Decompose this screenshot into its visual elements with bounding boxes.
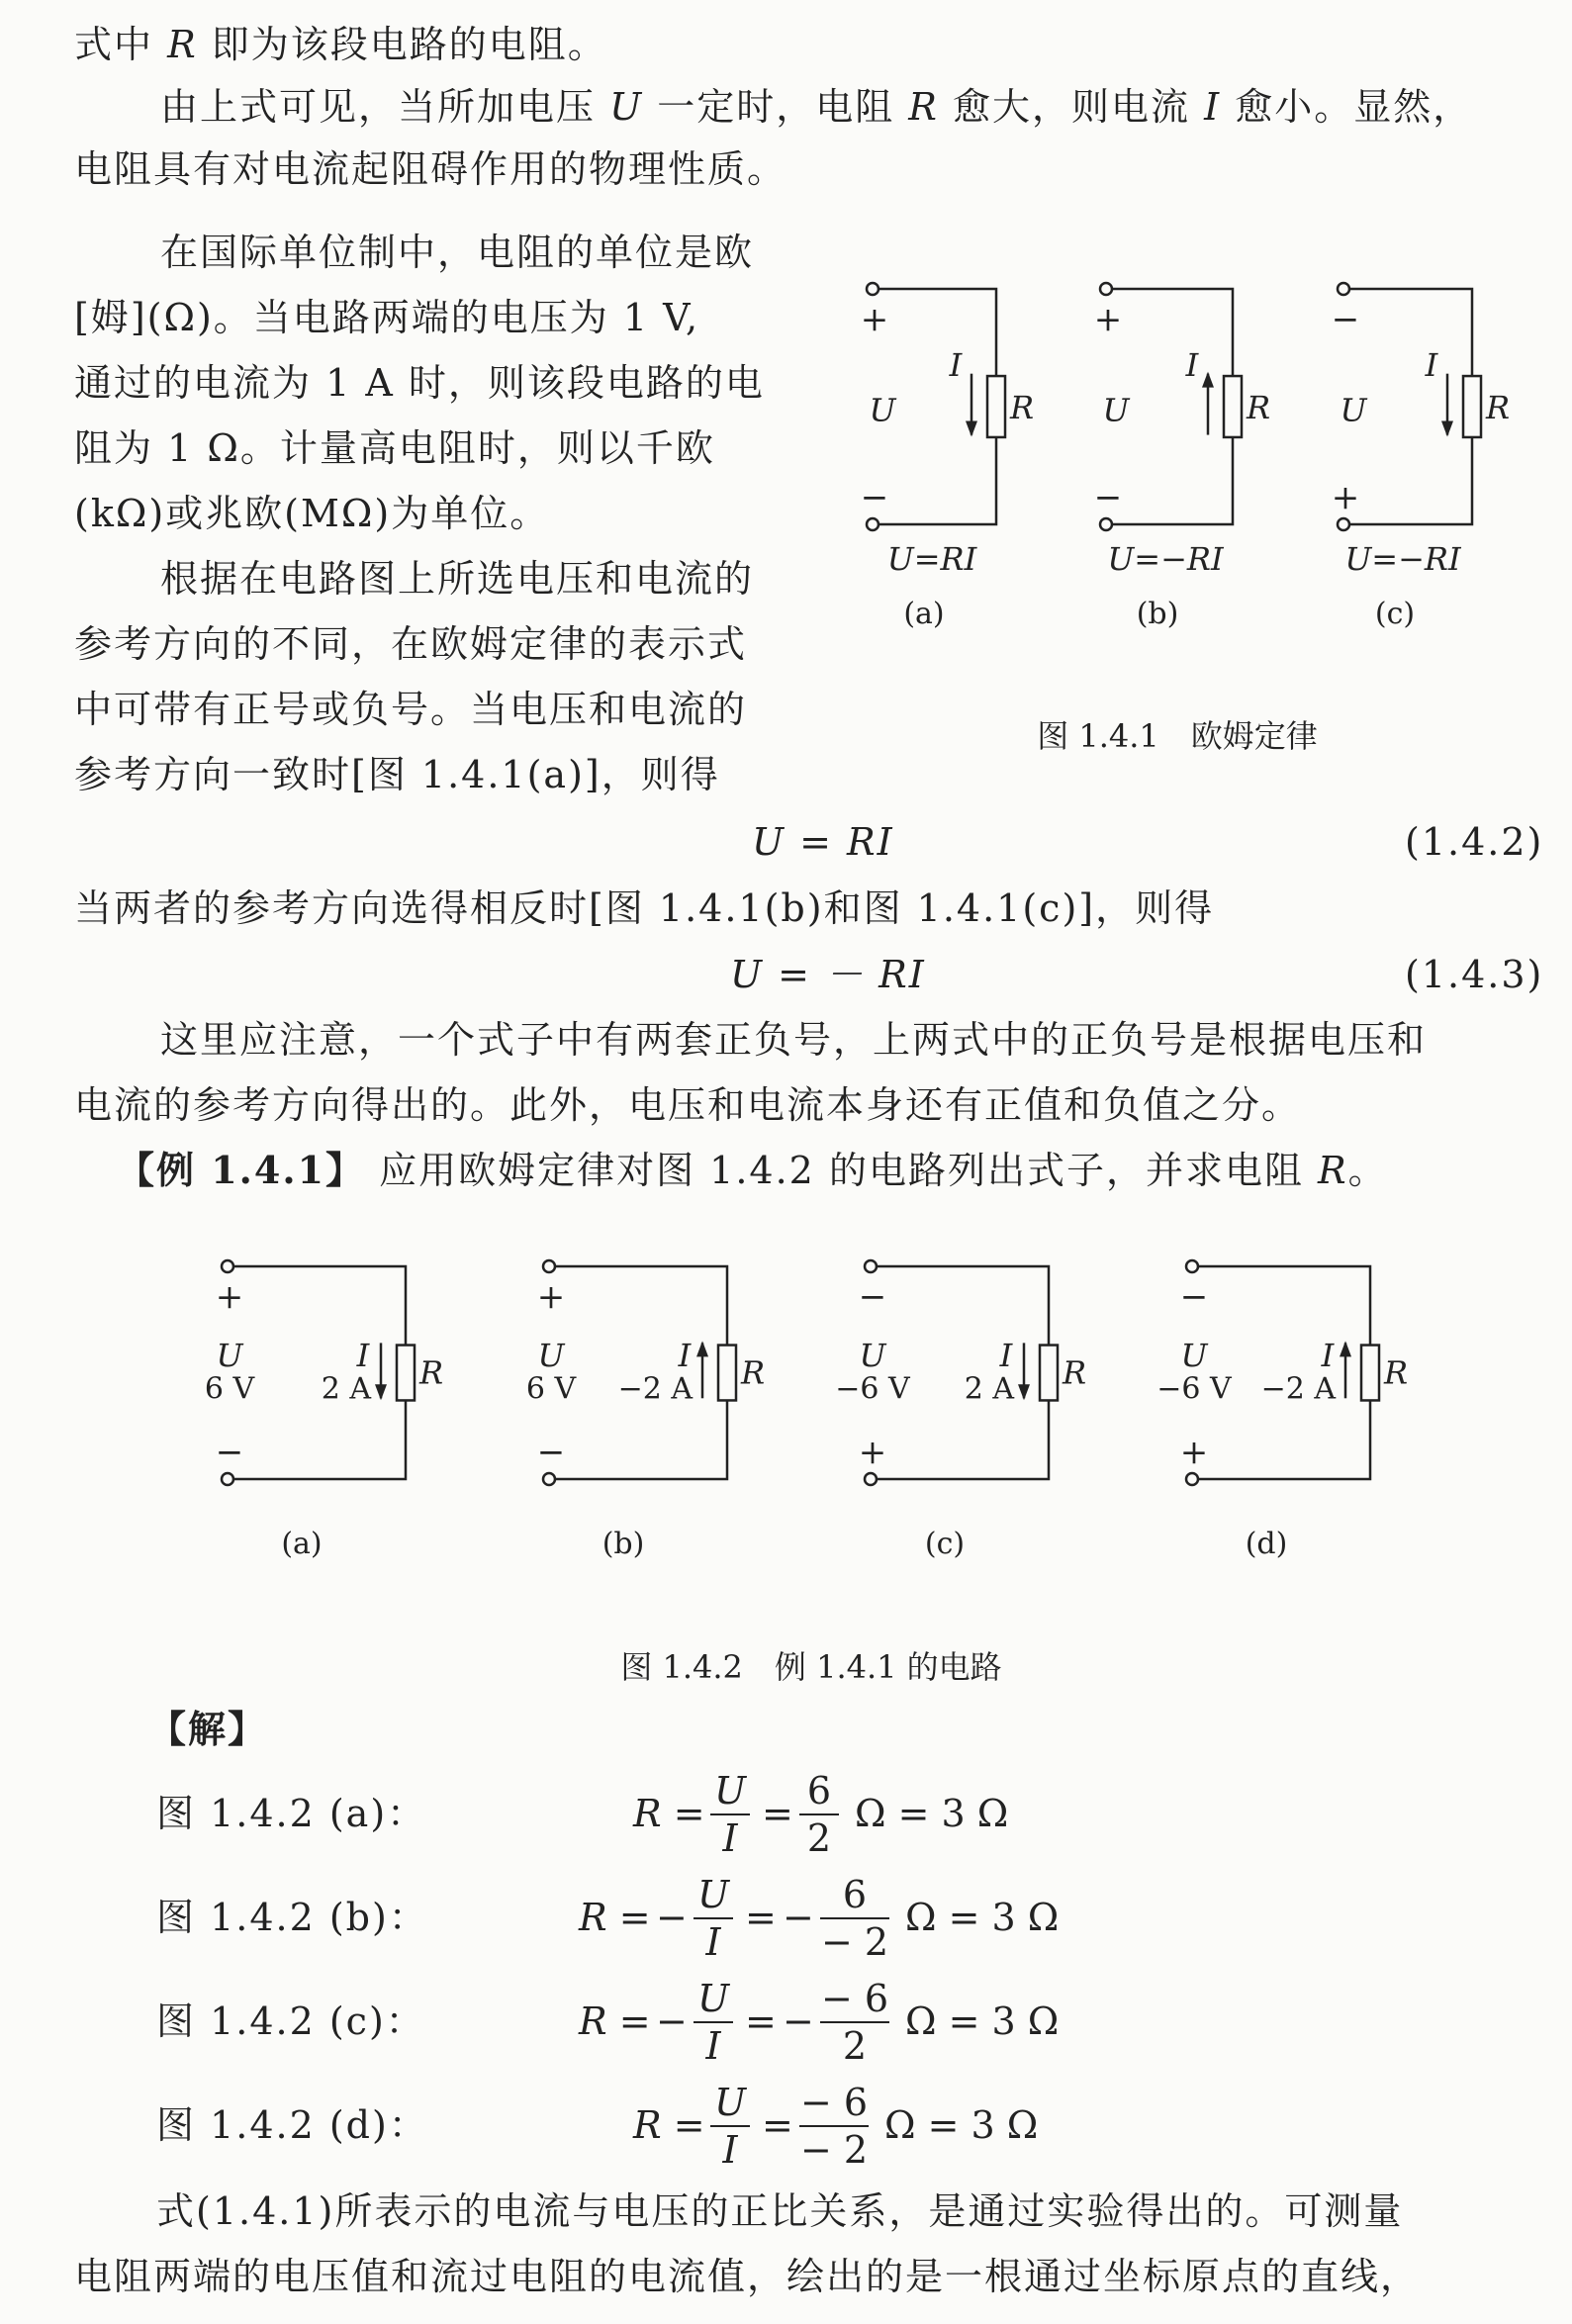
- solution-1-label: 图 1.4.2 (a)：: [156, 1792, 427, 1835]
- solution-4-lhs: R =: [633, 2103, 705, 2147]
- fig1-equation-2: U=−RI: [1107, 540, 1224, 578]
- fig1-circuit-a: [861, 283, 1034, 631]
- text-line-6: 通过的电流为 1 A 时，则该段电路的电: [74, 361, 765, 405]
- solution-4-frac-symbolic-den: I: [722, 2128, 738, 2172]
- fig1-1-wire-bottom: [878, 437, 996, 524]
- solution-2-frac-value-num: 6: [820, 1872, 889, 1919]
- fig2-3-sign-bottom: +: [858, 1433, 887, 1472]
- fig1-3-terminal-top: [1338, 283, 1349, 295]
- fig2-2-sign-top: +: [536, 1277, 566, 1317]
- fig2-circuit-d: [1156, 1260, 1408, 1561]
- solution-4-eq: =: [762, 2103, 793, 2147]
- solution-2-sign2: −: [783, 1896, 814, 1939]
- solution-heading: 【解】: [148, 1707, 268, 1751]
- fig1-2-sign-top: +: [1093, 300, 1123, 339]
- fig1-subtag-2: (b): [1136, 597, 1179, 631]
- fig1-2-label-I: I: [1185, 346, 1199, 385]
- text-line-13: 当两者的参考方向选得相反时[图 1.4.1(b)和图 1.4.1(c)]，则得: [74, 886, 1215, 930]
- fig1-equation-3: U=−RI: [1344, 540, 1461, 578]
- fig2-3-wire-top: [877, 1266, 1049, 1346]
- fig2-4-value-U: −6 V: [1156, 1371, 1232, 1407]
- fig1-circuit-b: [1094, 283, 1270, 631]
- text-line-14: 这里应注意，一个式子中有两套正负号，上两式中的正负号是根据电压和: [160, 1018, 1428, 1062]
- text-line-12: 参考方向一致时[图 1.4.1(a)]，则得: [74, 753, 720, 796]
- solution-3-frac-symbolic-num: U: [694, 1976, 733, 2023]
- fig1-3-label-R: R: [1486, 388, 1511, 426]
- solution-3-sign1: −: [656, 1999, 688, 2043]
- fig2-1-value-I: 2 A: [321, 1371, 371, 1407]
- fig2-2-value-I: −2 A: [617, 1371, 693, 1407]
- fig2-1-sign-top: +: [215, 1277, 244, 1317]
- equation-1-4-3: U = － RI: [730, 953, 926, 996]
- text-line-9: 根据在电路图上所选电压和电流的: [160, 557, 755, 601]
- figure-1-4-1: [861, 283, 1510, 755]
- fig2-caption: 图 1.4.2 例 1.4.1 的电路: [620, 1648, 1002, 1686]
- fig2-2-label-U: U: [537, 1337, 565, 1375]
- fig2-1-value-U: 6 V: [204, 1371, 255, 1407]
- fig1-2-terminal-top: [1100, 283, 1112, 295]
- fig2-4-sign-bottom: +: [1179, 1433, 1209, 1472]
- fig1-3-wire-bottom: [1349, 437, 1472, 524]
- fig2-2-sign-bottom: −: [536, 1433, 566, 1472]
- fig1-1-resistor: [987, 376, 1005, 437]
- fig1-3-current-arrow-head: [1441, 421, 1453, 437]
- fig2-3-terminal-top: [865, 1260, 877, 1272]
- solution-4-frac-value-num: − 6: [799, 2080, 869, 2127]
- fig2-3-label-U: U: [859, 1337, 886, 1375]
- solution-2-result: Ω = 3 Ω: [905, 1896, 1060, 1939]
- fig2-4-value-I: −2 A: [1260, 1371, 1336, 1407]
- fig1-1-sign-top: +: [860, 300, 889, 339]
- text-line-1: 式中 R 即为该段电路的电阻。: [74, 23, 607, 66]
- fig2-3-sign-top: −: [858, 1277, 887, 1317]
- solution-3-label: 图 1.4.2 (c)：: [156, 1999, 425, 2043]
- fig1-equation-1: U=RI: [886, 540, 977, 578]
- fig2-3-label-I: I: [999, 1337, 1013, 1375]
- fig1-2-wire-bottom: [1112, 437, 1233, 524]
- fig1-3-wire-top: [1349, 289, 1472, 376]
- solution-3-frac-value-num: − 6: [820, 1976, 889, 2023]
- fig2-1-label-R: R: [419, 1353, 444, 1392]
- fig1-1-label-R: R: [1010, 388, 1035, 426]
- fig2-3-value-I: 2 A: [964, 1371, 1014, 1407]
- solution-2-lhs: R =: [579, 1896, 651, 1939]
- fig2-3-resistor: [1040, 1346, 1058, 1401]
- solution-3-sign2: −: [783, 1999, 814, 2043]
- fig1-subtag-1: (a): [903, 597, 945, 631]
- fig2-2-terminal-bottom: [543, 1473, 555, 1485]
- fig2-subtag-4: (d): [1245, 1527, 1288, 1561]
- fig2-2-wire-bottom: [555, 1400, 727, 1479]
- fig2-1-current-arrow-head: [375, 1384, 387, 1400]
- fig2-1-terminal-top: [222, 1260, 233, 1272]
- fig2-4-label-I: I: [1321, 1337, 1335, 1375]
- text-line-last-2: 电阻两端的电压值和流过电阻的电流值，绘出的是一根通过坐标原点的直线，: [74, 2255, 1421, 2298]
- fig2-1-terminal-bottom: [222, 1473, 233, 1485]
- fig1-1-terminal-bottom: [867, 518, 878, 530]
- fig2-1-label-U: U: [216, 1337, 243, 1375]
- solution-4-label: 图 1.4.2 (d)：: [156, 2103, 428, 2147]
- equation-1-4-2: U = RI: [752, 820, 894, 864]
- fig2-circuit-b: [526, 1260, 765, 1561]
- fig1-2-terminal-bottom: [1100, 518, 1112, 530]
- text-line-11: 中可带有正号或负号。当电压和电流的: [74, 688, 748, 731]
- solution-2-label: 图 1.4.2 (b)：: [156, 1896, 428, 1939]
- fig2-subtag-2: (b): [601, 1527, 645, 1561]
- equation-number-1-4-3: (1.4.3): [1405, 953, 1544, 996]
- fig2-1-resistor: [397, 1346, 415, 1401]
- fig2-1-label-I: I: [356, 1337, 370, 1375]
- solution-1-lhs: R =: [633, 1792, 705, 1835]
- equation-number-1-4-2: (1.4.2): [1405, 820, 1544, 864]
- solution-3-frac-symbolic-den: I: [705, 2024, 721, 2068]
- solution-1-frac-value-num: 6: [799, 1768, 839, 1815]
- fig1-3-label-I: I: [1425, 346, 1438, 385]
- text-line-5: [姆](Ω)。当电路两端的电压为 1 V,: [74, 296, 700, 339]
- solution-3-lhs: R =: [579, 1999, 651, 2043]
- solution-1-frac-symbolic-num: U: [710, 1768, 750, 1815]
- fig2-4-resistor: [1361, 1346, 1379, 1401]
- fig1-1-current-arrow-head: [966, 421, 977, 437]
- fig1-circuit-c: [1332, 283, 1510, 631]
- fig2-2-terminal-top: [543, 1260, 555, 1272]
- text-line-7: 阻为 1 Ω。计量高电阻时，则以千欧: [74, 426, 715, 470]
- fig1-1-sign-bottom: −: [860, 478, 889, 517]
- fig2-1-wire-top: [233, 1266, 406, 1346]
- fig1-3-resistor: [1463, 376, 1481, 437]
- fig1-2-label-U: U: [1102, 391, 1130, 429]
- solution-1-frac-value-den: 2: [806, 1816, 832, 1860]
- fig2-2-label-R: R: [741, 1353, 766, 1392]
- fig2-3-wire-bottom: [877, 1400, 1049, 1479]
- fig1-3-sign-bottom: +: [1331, 478, 1360, 517]
- fig2-4-wire-bottom: [1198, 1400, 1370, 1479]
- solution-3-frac-value-den: 2: [842, 2024, 868, 2068]
- fig2-2-current-arrow-head: [696, 1341, 708, 1356]
- fig1-1-label-I: I: [949, 346, 963, 385]
- text-line-2: 由上式可见，当所加电压 U 一定时，电阻 R 愈大，则电流 I 愈小。显然，: [160, 85, 1473, 129]
- fig2-4-terminal-top: [1186, 1260, 1198, 1272]
- fig2-circuit-c: [835, 1260, 1086, 1561]
- fig1-3-sign-top: −: [1331, 300, 1360, 339]
- fig1-2-resistor: [1224, 376, 1242, 437]
- fig2-2-wire-top: [555, 1266, 727, 1346]
- fig1-2-sign-bottom: −: [1093, 478, 1123, 517]
- fig1-3-terminal-bottom: [1338, 518, 1349, 530]
- text-line-3: 电阻具有对电流起阻碍作用的物理性质。: [74, 147, 787, 191]
- fig2-subtag-3: (c): [924, 1527, 966, 1561]
- text-line-10: 参考方向的不同，在欧姆定律的表示式: [74, 622, 748, 666]
- fig2-2-label-I: I: [678, 1337, 692, 1375]
- solution-1-result: Ω = 3 Ω: [855, 1792, 1009, 1835]
- fig2-1-sign-bottom: −: [215, 1433, 244, 1472]
- fig1-2-wire-top: [1112, 289, 1233, 376]
- fig1-1-label-U: U: [869, 391, 896, 429]
- fig2-subtag-1: (a): [281, 1527, 323, 1561]
- fig2-3-label-R: R: [1063, 1353, 1087, 1392]
- text-line-4: 在国际单位制中，电阻的单位是欧: [160, 231, 755, 274]
- fig1-3-label-U: U: [1340, 391, 1367, 429]
- text-line-15: 电流的参考方向得出的。此外，电压和电流本身还有正值和负值之分。: [74, 1083, 1302, 1127]
- fig2-4-wire-top: [1198, 1266, 1370, 1346]
- fig2-4-terminal-bottom: [1186, 1473, 1198, 1485]
- example-line: 【例 1.4.1】 应用欧姆定律对图 1.4.2 的电路列出式子，并求电阻 R。: [117, 1148, 1388, 1192]
- text-line-last-1: 式(1.4.1)所表示的电流与电压的正比关系，是通过实验得出的。可测量: [156, 2189, 1404, 2233]
- solution-3-result: Ω = 3 Ω: [905, 1999, 1060, 2043]
- fig2-2-value-U: 6 V: [525, 1371, 577, 1407]
- solution-4-frac-symbolic-num: U: [710, 2080, 750, 2127]
- example-tag: 【例 1.4.1】: [117, 1148, 366, 1192]
- fig2-3-value-U: −6 V: [835, 1371, 910, 1407]
- fig1-caption: 图 1.4.1 欧姆定律: [1037, 717, 1318, 755]
- fig2-3-current-arrow-head: [1018, 1384, 1030, 1400]
- fig1-2-label-R: R: [1247, 388, 1271, 426]
- fig2-4-current-arrow-head: [1340, 1341, 1351, 1356]
- fig2-3-terminal-bottom: [865, 1473, 877, 1485]
- fig2-4-label-U: U: [1180, 1337, 1208, 1375]
- fig1-subtag-3: (c): [1374, 597, 1416, 631]
- figure-1-4-2: [205, 1260, 1408, 1686]
- fig2-4-sign-top: −: [1179, 1277, 1209, 1317]
- fig1-1-terminal-top: [867, 283, 878, 295]
- solution-2-sign1: −: [656, 1896, 688, 1939]
- solution-1-eq: =: [762, 1792, 793, 1835]
- fig2-2-resistor: [718, 1346, 736, 1401]
- solution-4-frac-value-den: − 2: [799, 2128, 869, 2172]
- text-line-8: (kΩ)或兆欧(MΩ)为单位。: [74, 492, 550, 535]
- solution-2-frac-symbolic-num: U: [694, 1872, 733, 1919]
- fig2-1-wire-bottom: [233, 1400, 406, 1479]
- solution-3-eq: =: [745, 1999, 777, 2043]
- solution-2-frac-value-den: − 2: [820, 1920, 889, 1964]
- solution-2-frac-symbolic-den: I: [705, 1920, 721, 1964]
- fig2-circuit-a: [205, 1260, 443, 1561]
- fig1-2-current-arrow-head: [1202, 372, 1214, 388]
- fig1-1-wire-top: [878, 289, 996, 376]
- solution-1-frac-symbolic-den: I: [722, 1816, 738, 1860]
- solution-4-result: Ω = 3 Ω: [884, 2103, 1039, 2147]
- fig2-4-label-R: R: [1384, 1353, 1409, 1392]
- solution-2-eq: =: [745, 1896, 777, 1939]
